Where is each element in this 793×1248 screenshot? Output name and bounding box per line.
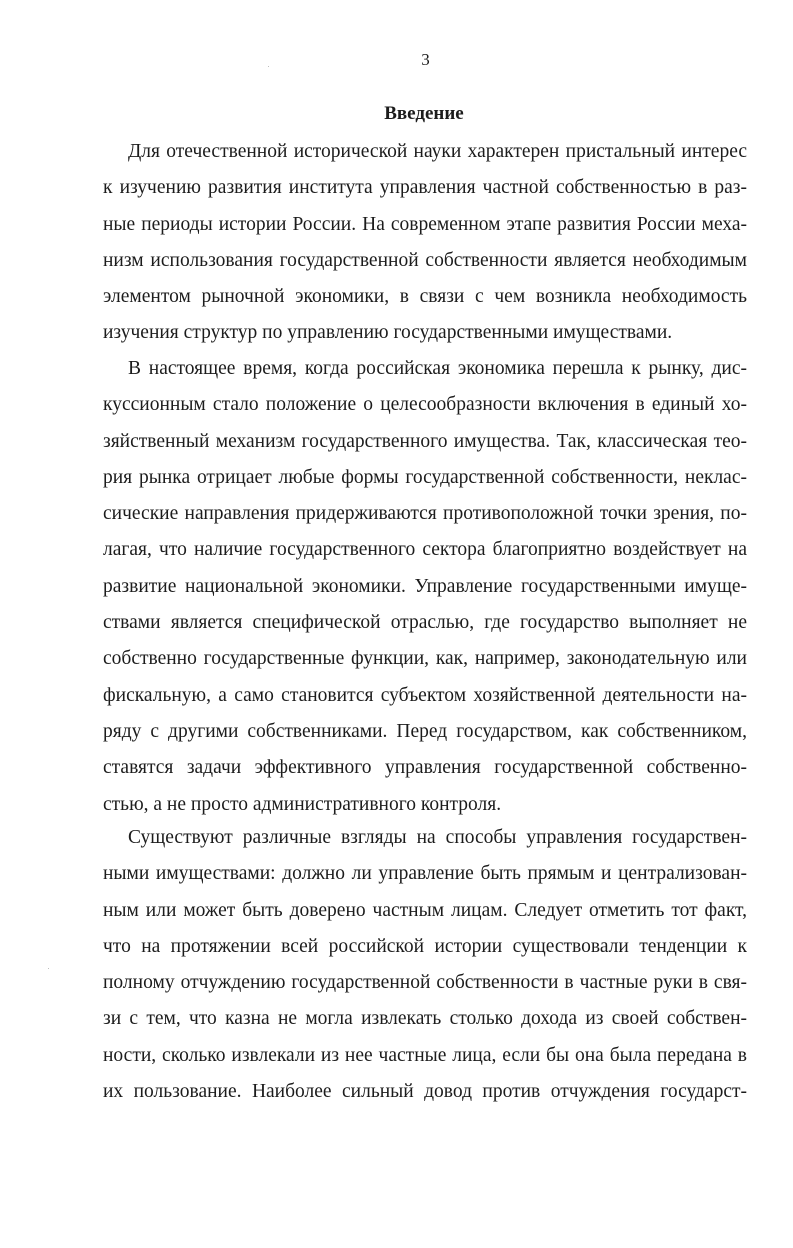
text-line: куссионным стало положение о целесообразности включения в единый хо- (103, 394, 747, 416)
text-line: рия рынка отрицает любые формы государственной собственности, неклас- (103, 466, 747, 488)
text-line: полному отчуждению государственной собственности в частные руки в свя- (103, 972, 747, 994)
scan-speck (268, 66, 269, 67)
text-line: ными имуществами: должно ли управление быть прямым и централизован- (103, 863, 747, 885)
section-heading: Введение (384, 103, 464, 124)
text-line: собственно государственные функции, как, например, законодательную или (103, 648, 747, 670)
text-line: низм использования государственной собственности является необходимым (103, 249, 747, 271)
paragraph-3 (103, 820, 747, 1110)
text-line: ным или может быть доверено частным лицам. Следует отметить тот факт, (103, 899, 747, 921)
text-line: к изучению развития института управления частной собственностью в раз- (103, 177, 747, 199)
text-line: ряду с другими собственниками. Перед государством, как собственником, (103, 720, 747, 742)
scan-speck (48, 968, 49, 969)
text-line: зяйственный механизм государственного имущества. Так, классическая тео- (103, 430, 747, 452)
text-line: фискальную, а само становится субъектом хозяйственной деятельности на- (103, 684, 747, 706)
text-line: ствами является специфической отраслью, где государство выполняет не (103, 612, 747, 634)
text-line: что на протяжении всей российской истории существовали тенденции к (103, 935, 747, 957)
text-line: ные периоды истории России. На современном этапе развития России меха- (103, 213, 747, 235)
text-line: Для отечественной исторической науки характерен пристальный интерес (128, 141, 747, 162)
text-line: стью, а не просто административного контроля. (103, 793, 502, 815)
text-line: лагая, что наличие государственного сектора благоприятно воздействует на (103, 539, 747, 561)
text-line: Существуют различные взгляды на способы управления государствен- (128, 827, 747, 848)
text-line: ности, сколько извлекали из нее частные лица, если бы она была передана в (103, 1044, 747, 1066)
paragraph-1 (103, 134, 747, 352)
text-line: сические направления придерживаются противоположной точки зрения, по- (103, 503, 747, 525)
text-line: изучения структур по управлению государственными имуществами. (103, 322, 673, 344)
text-line: элементом рыночной экономики, в связи с чем возникла необходимость (103, 286, 747, 308)
text-line: развитие национальной экономики. Управление государственными имуще- (103, 575, 747, 597)
text-line: зи с тем, что казна не могла извлекать столько дохода из своей собствен- (103, 1008, 747, 1030)
paragraph-2 (103, 351, 747, 823)
text-line: их пользование. Наиболее сильный довод против отчуждения государст- (103, 1081, 747, 1103)
text-line: ставятся задачи эффективного управления государственной собственно- (103, 757, 747, 779)
page-number: 3 (421, 50, 430, 69)
text-line: В настоящее время, когда российская экономика перешла к рынку, дис- (128, 358, 747, 379)
